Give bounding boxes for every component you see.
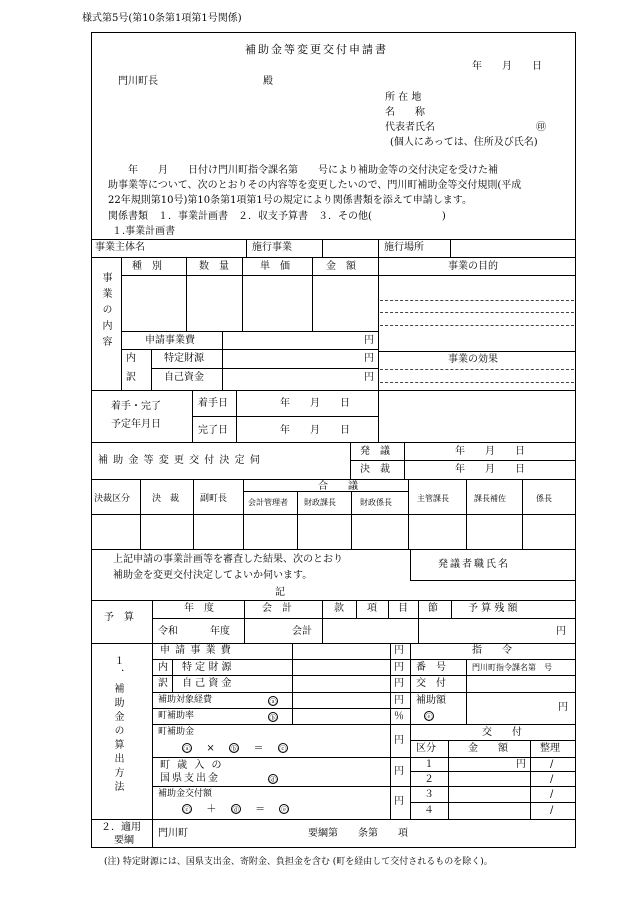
budget-label: 予 算: [104, 612, 134, 623]
pay-col-category: 区分: [416, 743, 436, 754]
addressee: 門川町長: [118, 76, 158, 87]
calc-yen-1: 円: [394, 645, 404, 656]
formula-2: ⓒ ＋ ⓓ ＝ ⓔ: [183, 804, 288, 815]
body-line-3: 22年規則第10号)第10条第1項第1号の規定により関係書類を添えて申請します。: [108, 195, 472, 206]
end-label: 完了日: [198, 425, 228, 436]
mark-a: ⓐ: [269, 698, 277, 706]
budget-fiscal-year: 年度: [210, 626, 230, 637]
end-date: 年 月 日: [280, 425, 350, 436]
start-date: 年 月 日: [280, 398, 350, 409]
subsidy-yen: 円: [558, 702, 568, 713]
pay-row-2-check: /: [550, 774, 554, 785]
plan-col-price: 単 価: [260, 261, 290, 272]
start-label: 着手日: [198, 398, 228, 409]
rules-label-1: ２．適用: [101, 822, 141, 833]
representative-label: 代表者氏名: [385, 122, 435, 133]
calc-yen-6: 円: [394, 766, 404, 777]
subsidy-amount-label: 補助額: [416, 695, 446, 706]
pay-row-2: ２: [424, 774, 434, 785]
related-documents: 関係書類 １．事業計画書 ２．収支予算書 ３．その他( ): [108, 211, 446, 222]
col-accounting-manager: 会計管理者: [248, 498, 288, 507]
calc-town-subsidy: 町補助金: [158, 727, 195, 737]
rules-guide: 要綱第 条第 項: [308, 828, 408, 839]
approval-date: 年 月 日: [455, 464, 525, 475]
form-title: 補助金等変更交付申請書: [245, 43, 388, 56]
rules-town: 門川町: [158, 828, 188, 839]
budget-era: 令和: [158, 626, 178, 637]
calc-yen-2: 円: [394, 662, 404, 673]
payment-label: 交 付: [482, 727, 522, 738]
col-chief: 係長: [536, 494, 552, 503]
calc-yen-7: 円: [394, 796, 404, 807]
calc-prefecture-2: 国県支出金: [160, 773, 220, 784]
form-frame: [91, 32, 576, 848]
calc-rate: 町補助率: [158, 711, 195, 721]
calc-percent: ％: [394, 711, 404, 722]
pay-col-check: 整理: [540, 743, 560, 754]
decision-note-2: 補助金を変更交付決定してよいか伺います。: [113, 570, 313, 581]
budget-col-setsu: 節: [428, 603, 438, 614]
issue-label: 交 付: [416, 678, 446, 689]
pay-row-3-check: /: [550, 789, 554, 800]
purpose-label: 事業の目的: [448, 261, 498, 272]
plan-col-amount: 金 額: [326, 261, 356, 272]
breakdown-inner: 内: [126, 353, 136, 364]
operator-label: 事業主体名: [95, 242, 145, 253]
mark-e: ⓔ: [425, 713, 433, 721]
col-finance-director: 財政課長: [304, 498, 336, 507]
proposal-date: 年 月 日: [455, 446, 525, 457]
budget-col-year: 年 度: [184, 603, 214, 614]
applied-cost-yen: 円: [364, 335, 374, 346]
own-funds-label: 自己資金: [164, 372, 204, 383]
ki-mark: 記: [275, 587, 285, 598]
pay-row-4-check: /: [550, 805, 554, 816]
approval-label: 決 裁: [360, 464, 390, 475]
body-line-1: 年 月 日付け門川町指令課名第 号により補助金等の交付決定を受けた補: [108, 165, 498, 176]
applied-cost-label: 申請事業費: [145, 335, 195, 346]
budget-col-remaining: 予 算 残 額: [468, 603, 518, 614]
individual-note: (個人にあっては、住所及び氏名): [390, 137, 538, 148]
budget-remaining-yen: 円: [556, 626, 566, 637]
seal-mark: ㊞: [536, 122, 546, 133]
calc-breakdown-inner: 内: [158, 662, 168, 673]
pay-row-3: ３: [424, 789, 434, 800]
budget-account: 会計: [292, 626, 312, 637]
budget-col-kan: 款: [334, 603, 344, 614]
plan-col-qty: 数 量: [199, 261, 229, 272]
decision-heading: 補 助 金 等 変 更 交 付 決 定 伺: [98, 455, 261, 466]
content-label: 事業の内容: [100, 272, 111, 352]
budget-col-kou: 項: [367, 603, 377, 614]
address-label: 所 在 地: [385, 92, 422, 103]
plan-heading: １.事業計画書: [112, 226, 176, 237]
formula-1: ⓐ × ⓑ ＝ ⓒ: [183, 743, 287, 754]
plan-col-type: 種 別: [132, 261, 162, 272]
body-line-2: 助事業等について、次のとおりその内容等を変更したいので、門川町補助金等交付規則(平成: [108, 180, 522, 191]
name-label: 名 称: [385, 107, 425, 118]
location-label: 施行場所: [384, 242, 424, 253]
proposal-label: 発 議: [360, 446, 390, 457]
mark-d: ⓓ: [269, 776, 277, 784]
calc-label: １．補助金の算出方法: [112, 655, 123, 795]
calc-grant: 補助金交付額: [158, 789, 213, 799]
budget-col-account: 会 計: [262, 603, 292, 614]
date-line: 年 月 日: [472, 61, 542, 72]
business-label: 施行事業: [252, 242, 292, 253]
schedule-label-2: 予定年月日: [111, 419, 161, 430]
effect-label: 事業の効果: [448, 354, 498, 365]
calc-own: 自 己 資 金: [182, 678, 232, 689]
mark-b: ⓑ: [269, 714, 277, 722]
consultation-label: 合 議: [318, 481, 358, 492]
calc-applied-cost: 申 請 事 業 費: [160, 645, 232, 656]
number-label: 番 号: [416, 662, 446, 673]
calc-prefecture-1: 町 歳 入 の: [160, 760, 224, 771]
specific-funds-yen: 円: [364, 353, 374, 364]
pay-row-1-check: /: [550, 759, 554, 770]
proposer-label: 発議者職氏名: [438, 559, 510, 570]
footnote: (注) 特定財源には、国県支出金、寄附金、負担金を含む (町を経由して交付されるものを除く)。: [104, 857, 493, 867]
col-decision-type: 決裁区分: [94, 494, 131, 504]
pay-col-amount: 金 額: [468, 743, 508, 754]
order-label: 指 令: [472, 645, 512, 656]
breakdown-outer: 訳: [126, 372, 136, 383]
budget-col-moku: 目: [398, 603, 408, 614]
honorific: 殿: [263, 76, 273, 87]
specific-funds-label: 特定財源: [164, 353, 204, 364]
calc-specific: 特 定 財 源: [182, 662, 232, 673]
col-decision: 決 裁: [152, 494, 180, 504]
pay-row-4: ４: [424, 805, 434, 816]
pay-row-1-yen: 円: [516, 759, 526, 770]
own-funds-yen: 円: [364, 372, 374, 383]
calc-breakdown-outer: 訳: [158, 678, 168, 689]
calc-yen-5: 円: [394, 735, 404, 746]
calc-yen-4: 円: [394, 695, 404, 706]
calc-eligible: 補助対象経費: [158, 695, 213, 705]
decision-note-1: 上記申請の事業計画等を審査した結果、次のとおり: [113, 554, 343, 565]
calc-yen-3: 円: [394, 678, 404, 689]
rules-label-2: 要綱: [114, 835, 134, 846]
col-finance-chief: 財政係長: [360, 498, 392, 507]
schedule-label-1: 着手・完了: [111, 401, 161, 412]
form-number: 様式第5号(第10条第1項第1号関係): [82, 13, 242, 24]
col-deputy-mayor: 副町長: [200, 494, 228, 504]
order-number: 門川町指令課名第 号: [472, 663, 552, 672]
col-assistant-director: 課長補佐: [474, 494, 506, 503]
pay-row-1: １: [424, 759, 434, 770]
col-managing-director: 主管課長: [417, 494, 449, 503]
